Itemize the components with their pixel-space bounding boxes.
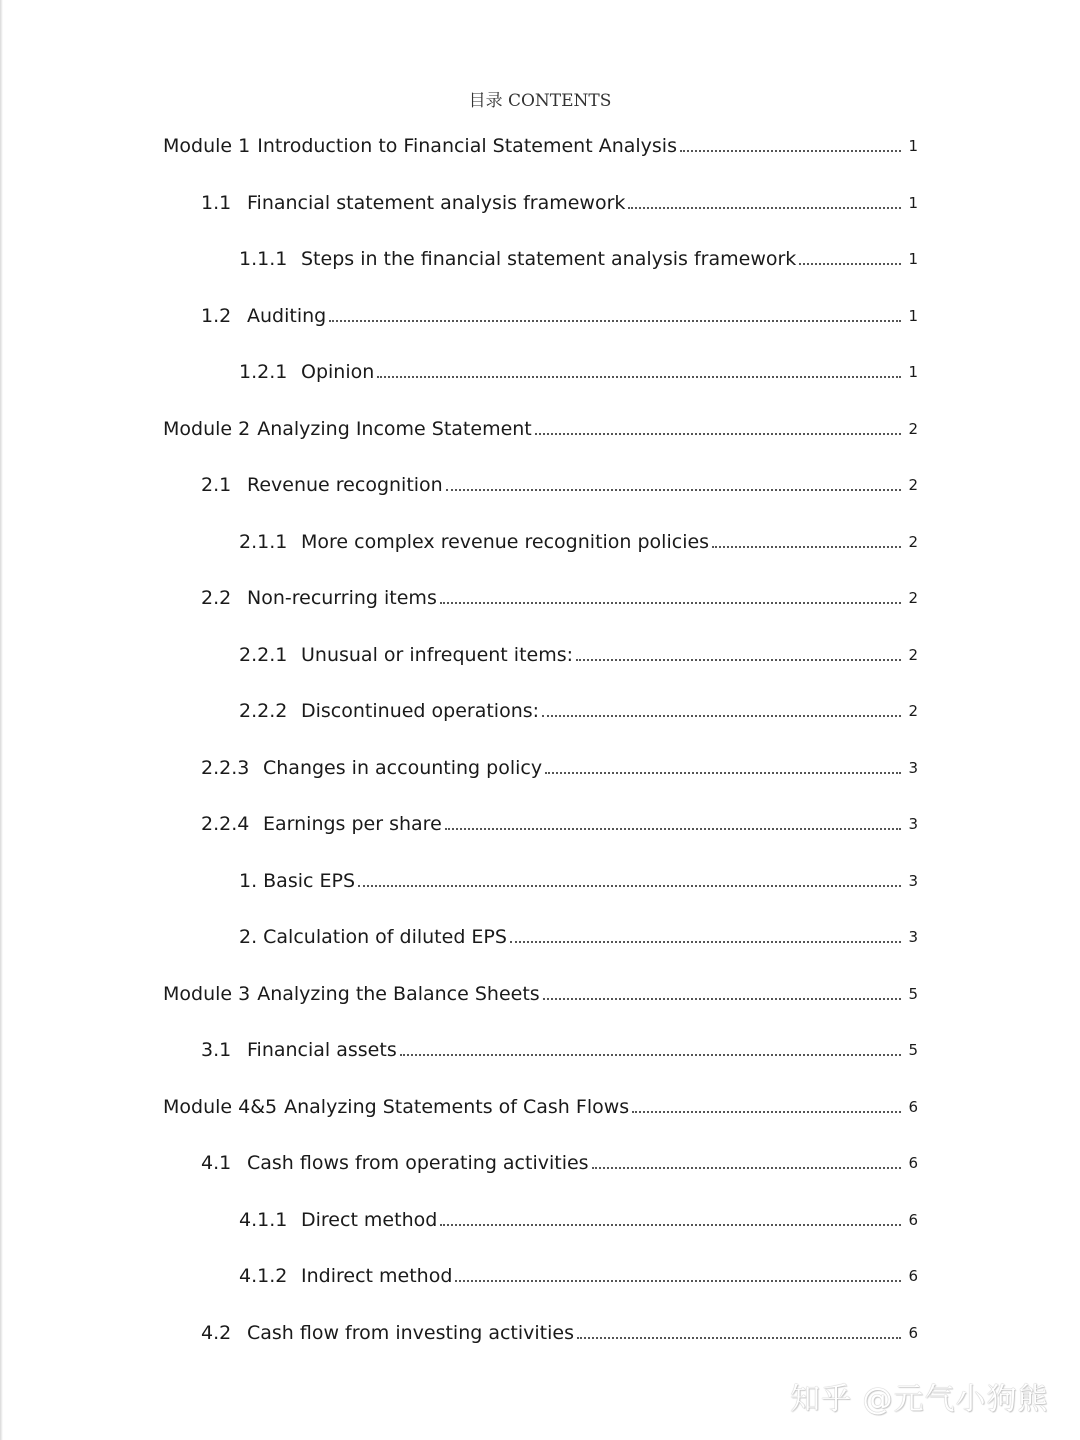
toc-entry[interactable] — [163, 344, 918, 401]
dot-leader — [358, 885, 901, 887]
toc-entry-page: 2 — [908, 476, 918, 495]
toc-entry-title: Indirect method — [301, 1265, 453, 1288]
toc-entry-number: 3.1 — [201, 1039, 232, 1062]
toc-entry-page: 6 — [908, 1154, 918, 1173]
dot-leader — [628, 207, 901, 209]
dot-leader — [377, 376, 901, 378]
toc-entry-page: 6 — [908, 1323, 918, 1342]
toc-entry-title: Discontinued operations: — [301, 700, 540, 723]
toc-entry[interactable] — [163, 514, 918, 571]
toc-entry-page: 5 — [908, 1041, 918, 1060]
toc-entry-number: 1. — [239, 869, 258, 892]
toc-entry[interactable] — [163, 457, 918, 514]
toc-entry-title: Analyzing Income Statement — [257, 417, 532, 440]
toc-entry-number: 2. — [239, 926, 258, 949]
toc-entry-title: Non-recurring items — [247, 587, 437, 610]
toc-entry[interactable] — [163, 118, 918, 175]
toc-entry-title: Unusual or infrequent items: — [301, 643, 574, 666]
toc-entry-title: More complex revenue recognition policies — [301, 530, 710, 553]
dot-leader — [543, 998, 901, 1000]
toc-entry-number: Module 1 — [163, 135, 251, 158]
toc-entry[interactable] — [163, 683, 918, 740]
toc-entry-page: 5 — [908, 984, 918, 1003]
dot-leader — [440, 602, 901, 604]
dot-leader — [400, 1054, 901, 1056]
toc-entry[interactable] — [163, 853, 918, 910]
toc-entry[interactable] — [163, 1248, 918, 1305]
toc-entry-page: 1 — [908, 193, 918, 212]
toc-entry[interactable] — [163, 1305, 918, 1362]
toc-entry-number: 2.2 — [201, 587, 232, 610]
toc-entry-number: 1.2.1 — [239, 361, 288, 384]
toc-entry-title: Cash flow from investing activities — [247, 1321, 574, 1344]
toc-entry-title: Calculation of diluted EPS — [263, 926, 507, 949]
dot-leader — [545, 772, 901, 774]
toc-entry-title: Direct method — [301, 1208, 438, 1231]
toc-entry-number: 1.1.1 — [239, 248, 288, 271]
toc-entry-page: 6 — [908, 1210, 918, 1229]
toc-entry-number: 4.1.1 — [239, 1208, 288, 1231]
toc-entry-page: 3 — [908, 928, 918, 947]
toc-entry-title: Introduction to Financial Statement Analysis — [257, 135, 677, 158]
toc-entry-title: Steps in the financial statement analysis framework — [301, 248, 797, 271]
toc-entry[interactable] — [163, 570, 918, 627]
toc-entry-title: Basic EPS — [263, 869, 356, 892]
toc-entry-title: Earnings per share — [263, 813, 442, 836]
dot-leader — [799, 263, 901, 265]
dot-leader — [712, 546, 901, 548]
toc-entry[interactable] — [163, 1022, 918, 1079]
toc-entry-title: Analyzing the Balance Sheets — [257, 982, 540, 1005]
toc-entry-title: Cash flows from operating activities — [247, 1152, 589, 1175]
toc-entry-number: 4.1 — [201, 1152, 232, 1175]
toc-entry-number: 2.2.4 — [201, 813, 250, 836]
dot-leader — [510, 941, 901, 943]
toc-entry-title: Revenue recognition — [247, 474, 443, 497]
toc-entry-number: Module 2 — [163, 417, 251, 440]
toc-entry-number: 2.2.1 — [239, 643, 288, 666]
toc-entry-title: Financial assets — [247, 1039, 397, 1062]
dot-leader — [577, 1337, 901, 1339]
toc-heading: 目录 CONTENTS — [468, 91, 612, 111]
dot-leader — [535, 433, 901, 435]
toc-entry[interactable] — [163, 1192, 918, 1249]
dot-leader — [446, 489, 901, 491]
toc-entry-page: 1 — [908, 137, 918, 156]
toc-entry-number: 1.2 — [201, 304, 232, 327]
toc-entry[interactable] — [163, 401, 918, 458]
toc-entry-number: 4.2 — [201, 1321, 232, 1344]
dot-leader — [632, 1111, 901, 1113]
dot-leader — [542, 715, 901, 717]
toc-entry-page: 6 — [908, 1097, 918, 1116]
toc-entry-title: Auditing — [247, 304, 327, 327]
toc-entry[interactable] — [163, 966, 918, 1023]
toc-entry-page: 2 — [908, 645, 918, 664]
toc-entry-number: 2.2.2 — [239, 700, 288, 723]
toc-entry[interactable] — [163, 175, 918, 232]
toc-entry-page: 1 — [908, 250, 918, 269]
toc-entry-number: 2.2.3 — [201, 756, 250, 779]
toc-entry-page: 1 — [908, 363, 918, 382]
toc-entry[interactable] — [163, 909, 918, 966]
toc-entry-page: 3 — [908, 815, 918, 834]
toc-entry-title: Changes in accounting policy — [263, 756, 543, 779]
toc-entry[interactable] — [163, 627, 918, 684]
toc-entry-page: 3 — [908, 758, 918, 777]
toc-entry-title: Analyzing Statements of Cash Flows — [284, 1095, 630, 1118]
toc-entry-page: 6 — [908, 1267, 918, 1286]
toc-entry-page: 1 — [908, 306, 918, 325]
toc-entry-number: 4.1.2 — [239, 1265, 288, 1288]
toc-entry[interactable] — [163, 1135, 918, 1192]
toc-entry[interactable] — [163, 231, 918, 288]
dot-leader — [592, 1167, 901, 1169]
toc-entry-page: 2 — [908, 702, 918, 721]
toc-entry-title: Opinion — [301, 361, 375, 384]
toc-entry-number: 2.1.1 — [239, 530, 288, 553]
table-of-contents — [163, 118, 918, 1361]
toc-entry-page: 2 — [908, 419, 918, 438]
toc-entry[interactable] — [163, 288, 918, 345]
page-edge — [0, 0, 3, 1440]
toc-entry[interactable] — [163, 1079, 918, 1136]
dot-leader — [576, 659, 901, 661]
dot-leader — [445, 828, 901, 830]
toc-entry-number: Module 4&5 — [163, 1095, 278, 1118]
toc-entry-number: 2.1 — [201, 474, 232, 497]
toc-entry[interactable] — [163, 796, 918, 853]
dot-leader — [329, 320, 901, 322]
toc-entry-number: 1.1 — [201, 191, 232, 214]
toc-entry-number: Module 3 — [163, 982, 251, 1005]
toc-entry-page: 2 — [908, 589, 918, 608]
toc-entry-title: Financial statement analysis framework — [247, 191, 626, 214]
toc-entry[interactable] — [163, 740, 918, 797]
watermark: 知乎 @元气小狗熊 — [790, 1382, 1049, 1417]
dot-leader — [440, 1224, 901, 1226]
toc-entry-page: 2 — [908, 532, 918, 551]
dot-leader — [680, 150, 901, 152]
dot-leader — [455, 1280, 901, 1282]
toc-entry-page: 3 — [908, 871, 918, 890]
